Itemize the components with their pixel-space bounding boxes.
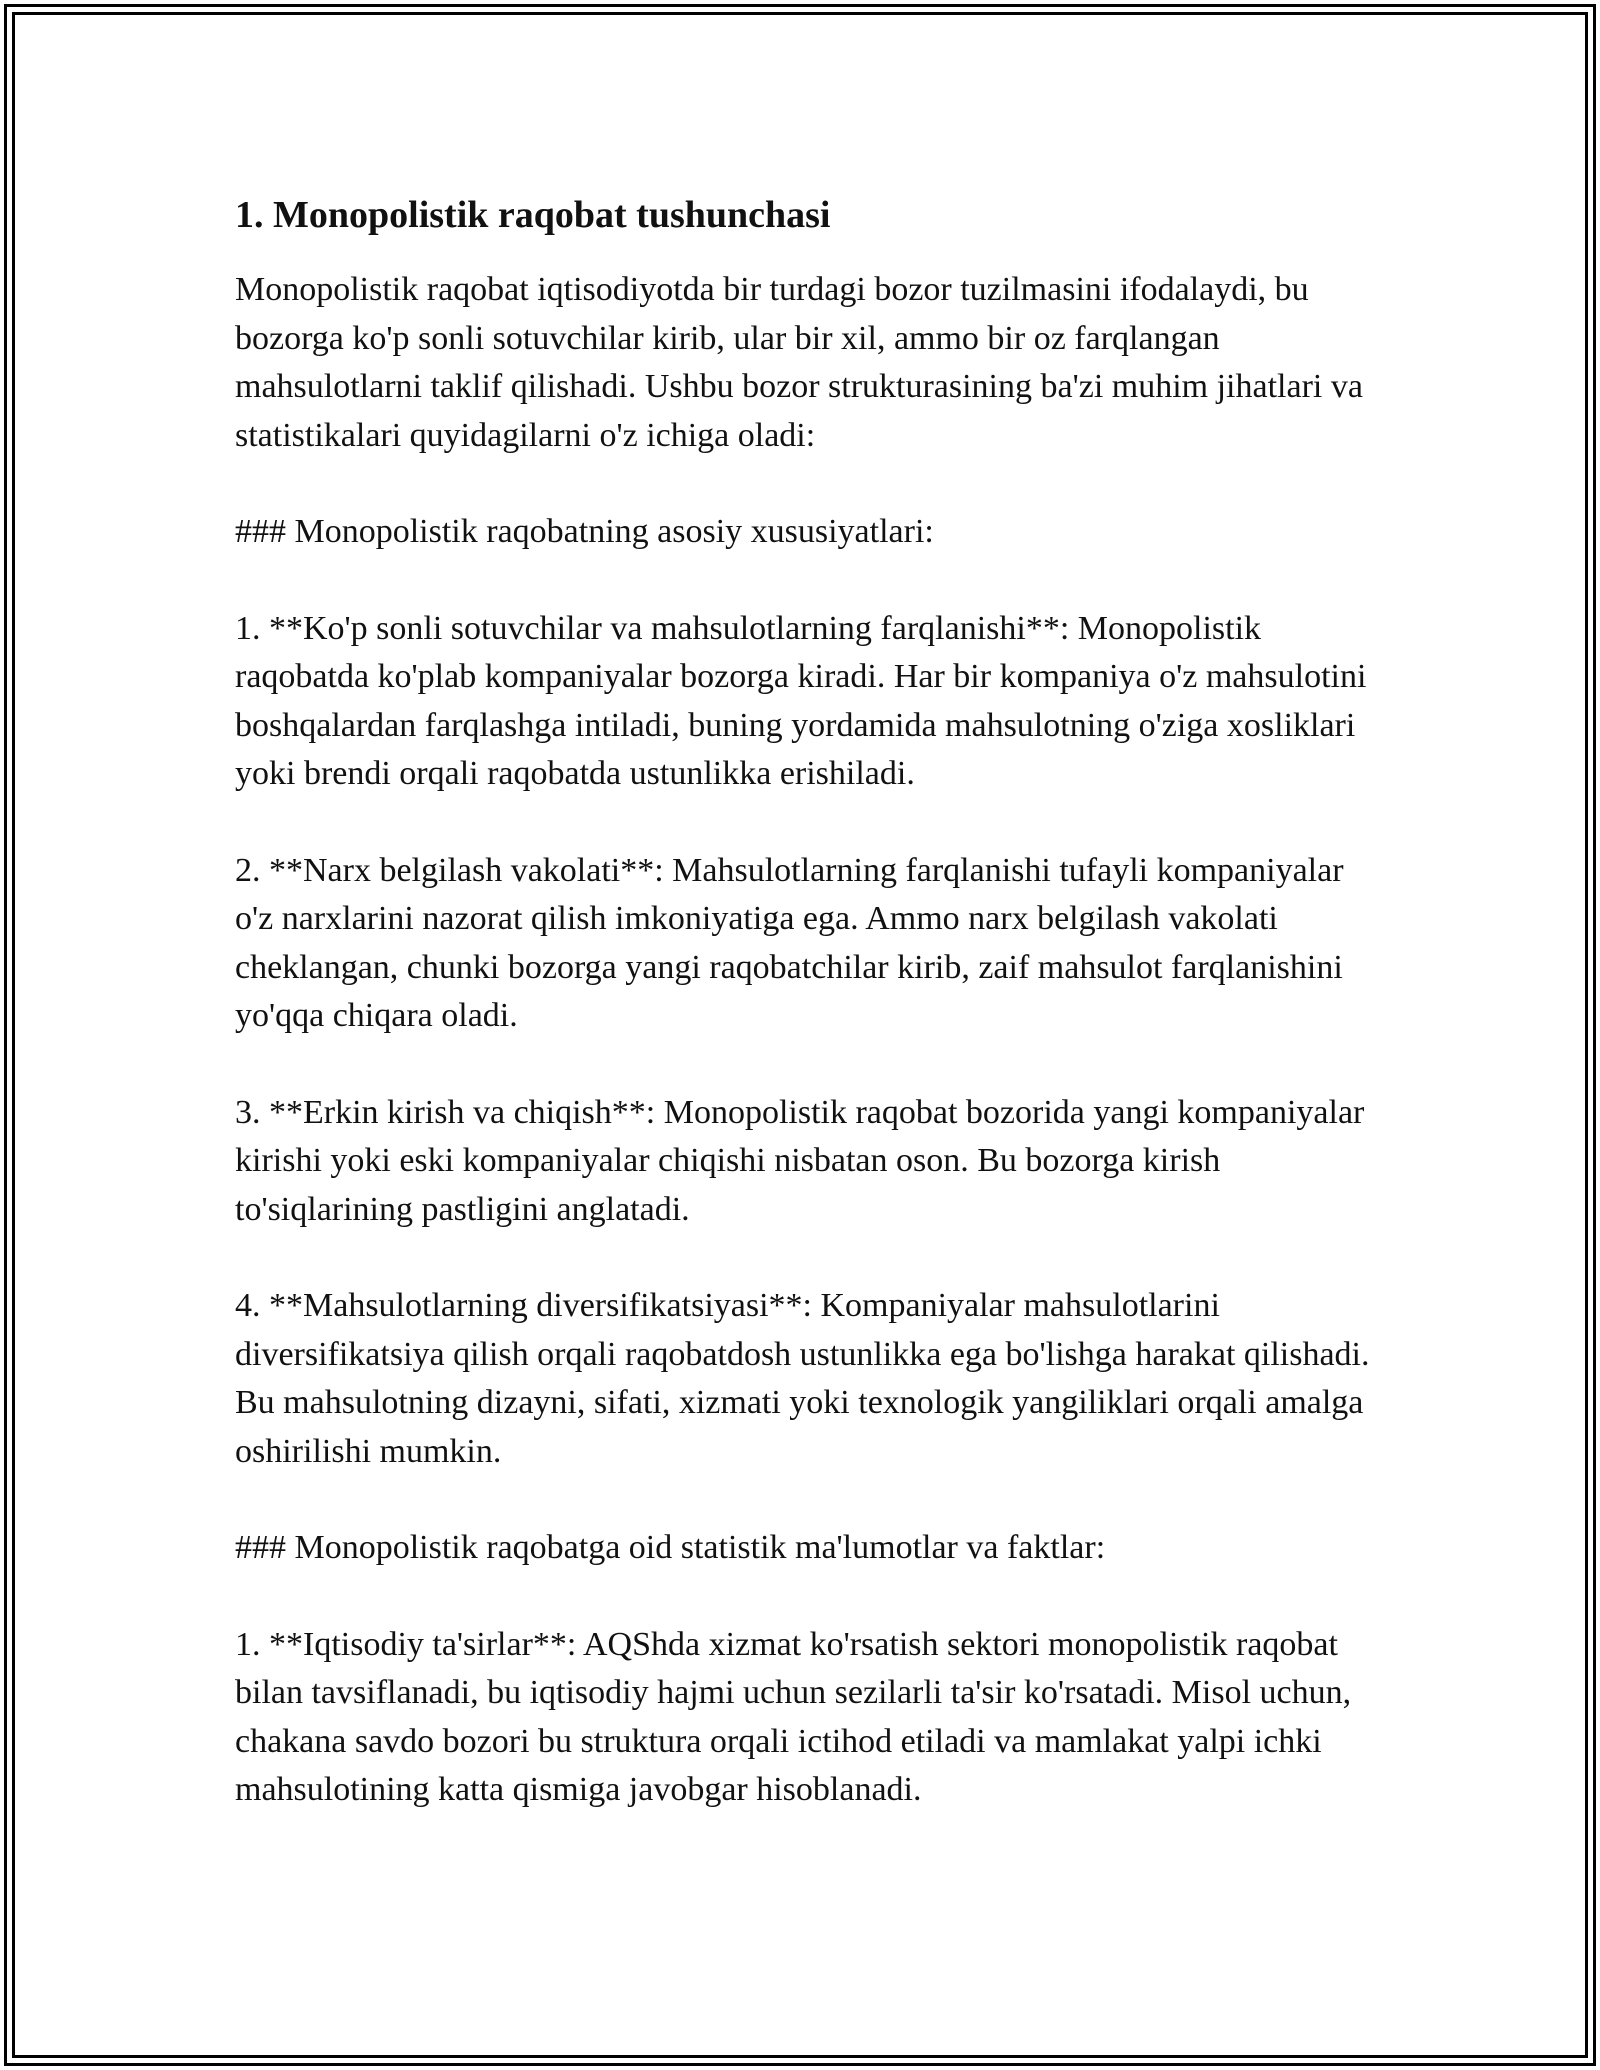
feature-item-4: 4. **Mahsulotlarning diversifikatsiyasi**: Kompaniyalar mahsulotlarini diversifikatsiya qilish orqali raqobatdosh ustunlikka ega bo'lishga harakat qilishadi. Bu mahsulotning dizayni, sifati, xizmati yoki texnologik yangiliklari orqali amalga oshirilishi mumkin. bbox=[235, 1287, 1370, 1470]
feature-item-3: 3. **Erkin kirish va chiqish**: Monopolistik raqobat bozorida yangi kompaniyalar kirishi yoki eski kompaniyalar chiqishi nisbatan oson. Bu bozorga kirish to'siqlarining pastligini anglatadi. bbox=[235, 1093, 1365, 1228]
statistics-item-1: 1. **Iqtisodiy ta'sirlar**: AQShda xizmat ko'rsatish sektori monopolistik raqobat bilan tavsiflanadi, bu iqtisodiy hajmi uchun sezilarli ta'sir ko'rsatadi. Misol uchun, chakana savdo bozori bu struktura orqali ictihod etiladi va mamlakat yalpi ichki mahsulotining katta qismiga javobgar hisoblanadi. bbox=[235, 1625, 1352, 1808]
section-heading-statistics: ### Monopolistik raqobatga oid statistik ma'lumotlar va faktlar: bbox=[235, 1529, 1106, 1566]
feature-item-2: 2. **Narx belgilash vakolati**: Mahsulotlarning farqlanishi tufayli kompaniyalar o'z narxlarini nazorat qilish imkoniyatiga ega. Ammo narx belgilash vakolati cheklangan, chunki bozorga yangi raqobatchilar kirib, zaif mahsulot farqlanishini yo'qqa chiqara oladi. bbox=[235, 851, 1344, 1034]
document-title: 1. Monopolistik raqobat tushunchasi bbox=[235, 194, 831, 236]
intro-paragraph: Monopolistik raqobat iqtisodiyotda bir turdagi bozor tuzilmasini ifodalaydi, bu bozorga ko'p sonli sotuvchilar kirib, ular bir xil, ammo bir oz farqlangan mahsulotlarni taklif qilishadi. Ushbu bozor strukturasining ba'zi muhim jihatlari va statistikalari quyidagilarni o'z ichiga oladi: bbox=[235, 271, 1363, 454]
document-body bbox=[235, 188, 1385, 1863]
feature-item-1: 1. **Ko'p sonli sotuvchilar va mahsulotlarning farqlanishi**: Monopolistik raqobatda ko'plab kompaniyalar bozorga kiradi. Har bir kompaniya o'z mahsulotini boshqalardan farqlashga intiladi, buning yordamida mahsulotning o'ziga xosliklari yoki brendi orqali raqobatda ustunlikka erishiladi. bbox=[235, 609, 1367, 792]
section-heading-features: ### Monopolistik raqobatning asosiy xususiyatlari: bbox=[235, 513, 934, 550]
